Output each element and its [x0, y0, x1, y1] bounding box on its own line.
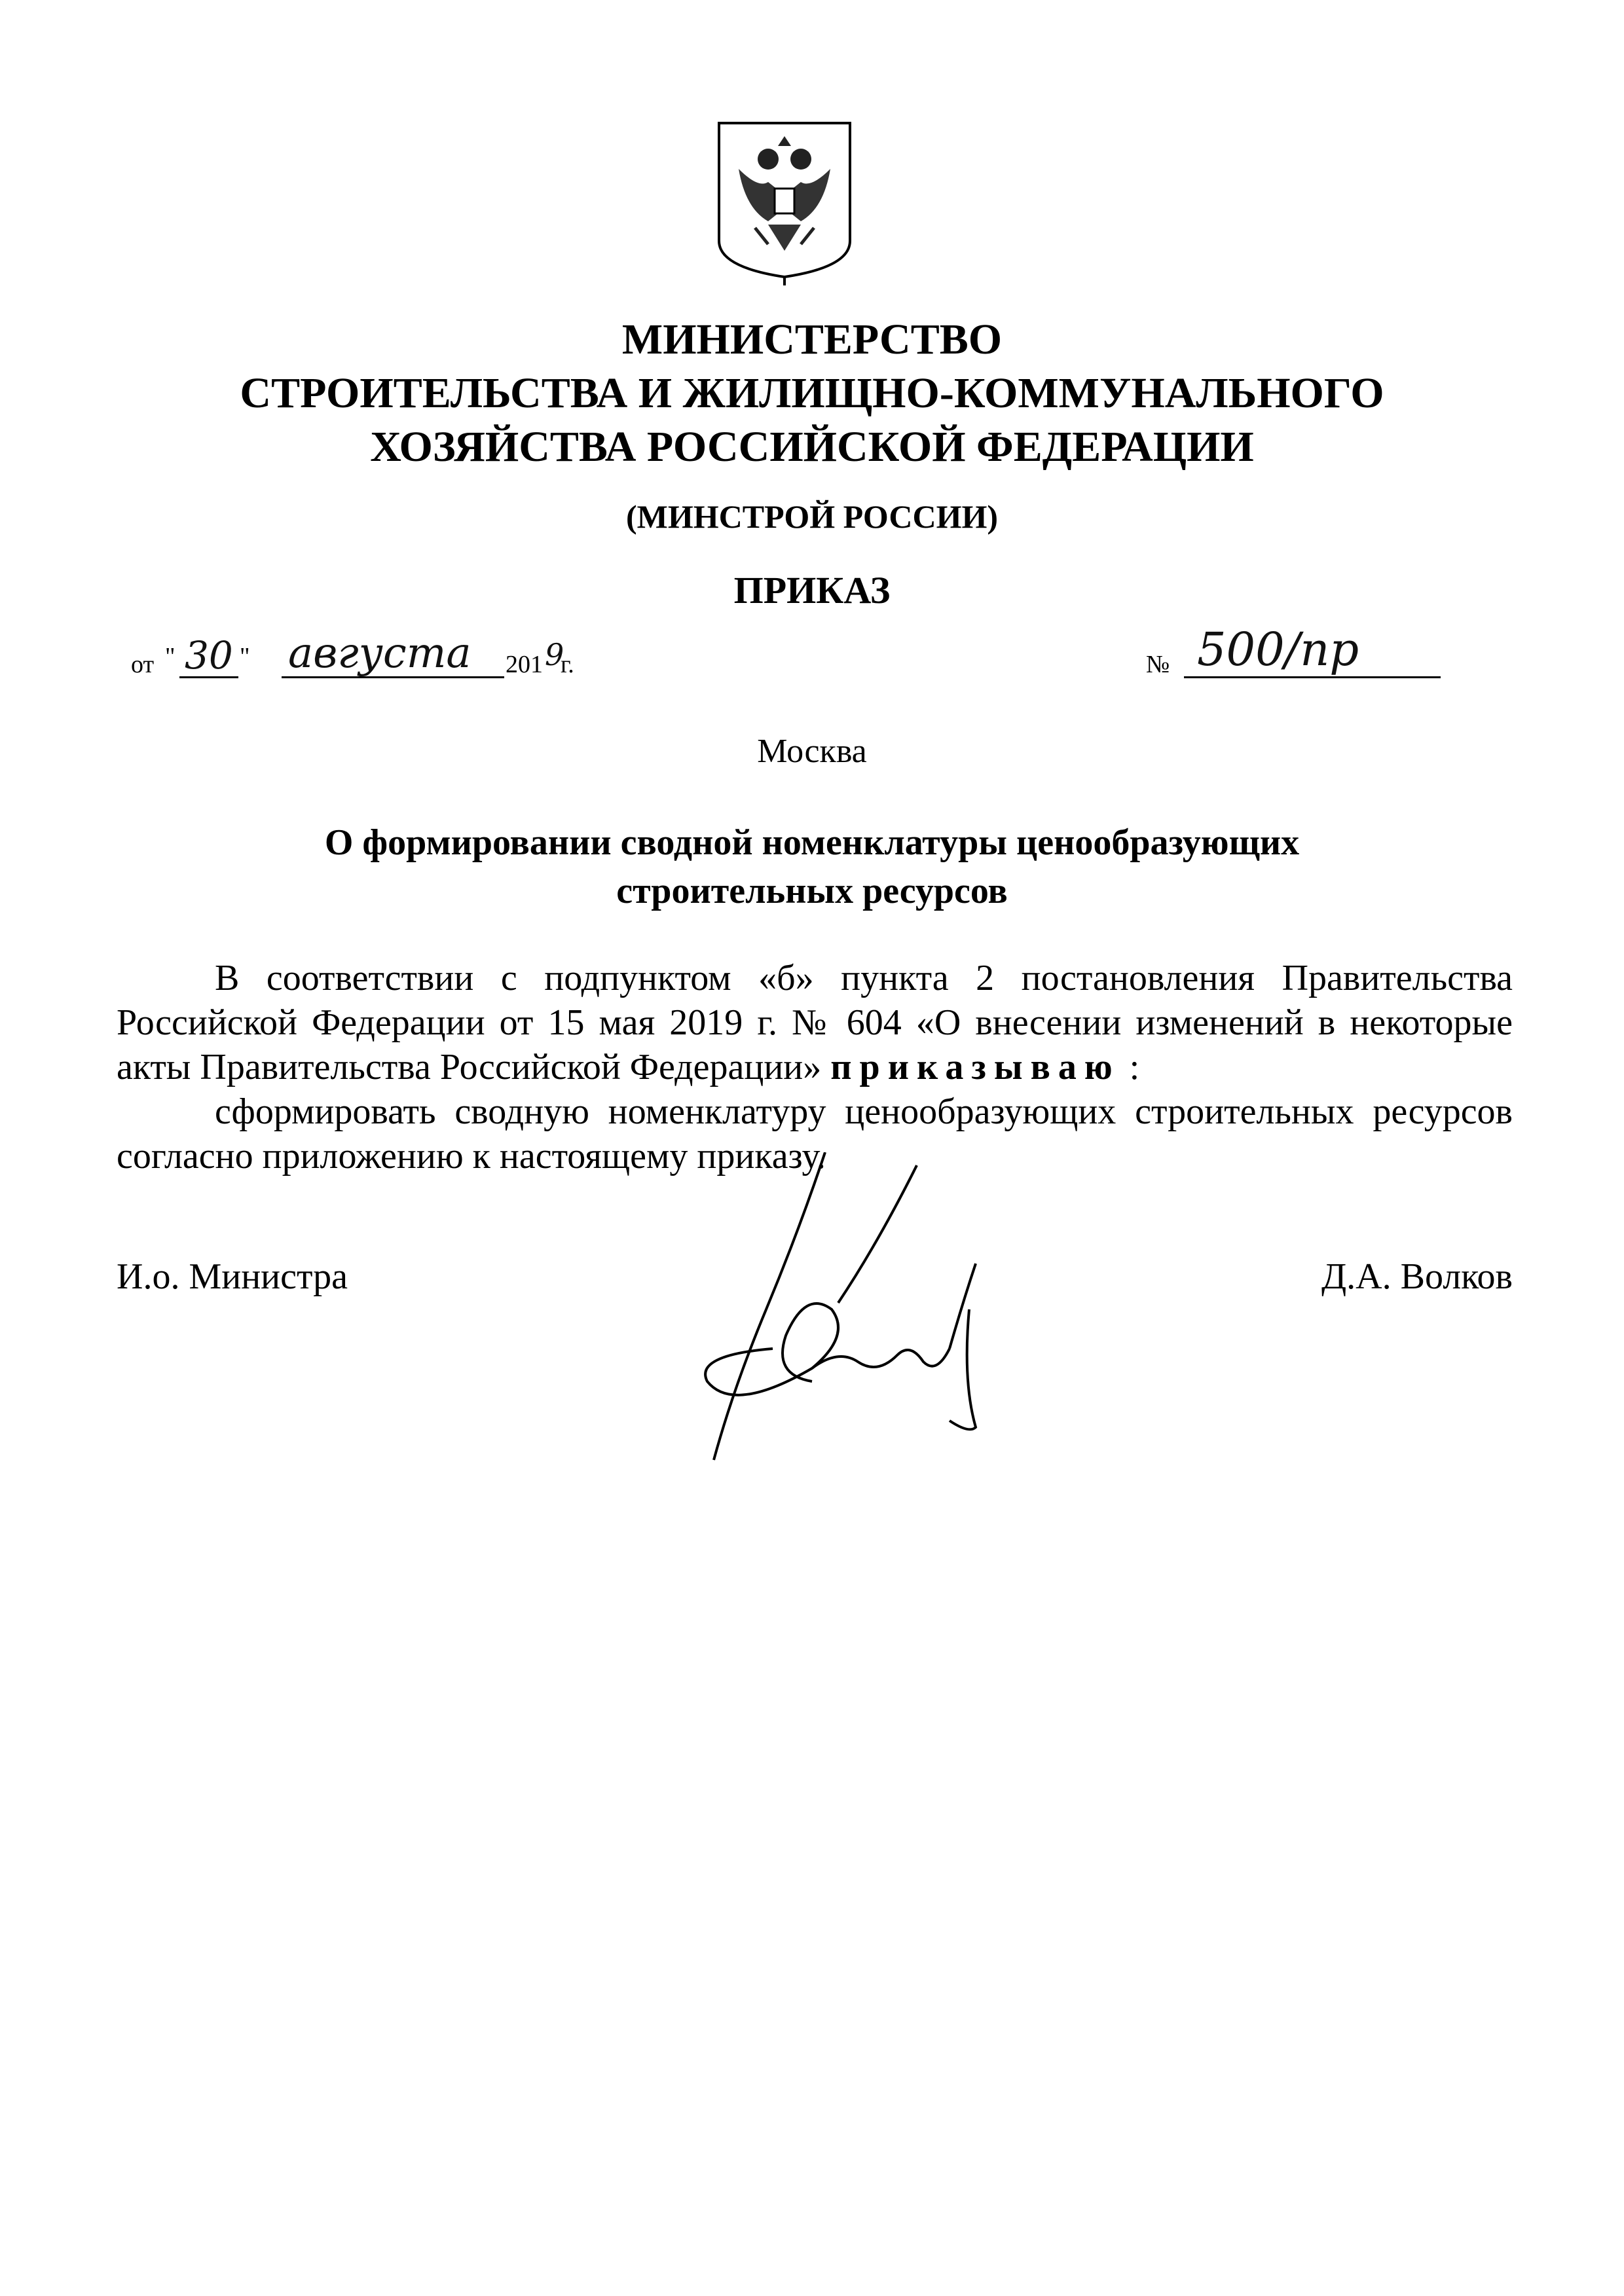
order-number-prefix: № — [1146, 651, 1170, 678]
date-day: 30 — [185, 633, 233, 678]
subject-line-2: строительных ресурсов — [616, 871, 1008, 911]
date-prefix: от — [131, 651, 155, 678]
date-line — [131, 629, 629, 691]
date-day-rule — [179, 676, 238, 678]
signatory-role: И.о. Министра — [117, 1256, 348, 1297]
date-year-digit: 9 — [545, 637, 564, 672]
date-month-rule — [282, 676, 504, 678]
ministry-abbreviation: (МИНСТРОЙ РОССИИ) — [625, 498, 999, 535]
subject-line-1: О формировании сводной номенклатуры ценообразующих — [324, 822, 1300, 863]
order-number-line — [1146, 623, 1441, 691]
order-word: приказываю — [830, 1047, 1120, 1087]
ministry-line-3: ХОЗЯЙСТВА РОССИЙСКОЙ ФЕДЕРАЦИИ — [370, 423, 1254, 471]
date-month: августа — [288, 629, 471, 678]
date-year-prefix: 201 — [506, 651, 543, 678]
order-number-rule — [1184, 676, 1441, 678]
coat-of-arms-emblem — [706, 110, 863, 287]
preamble-paragraph — [117, 956, 1513, 1089]
order-colon: : — [1129, 1047, 1140, 1087]
date-quote-open: " — [165, 643, 175, 670]
date-quote-close: " — [240, 643, 250, 670]
ministry-line-2: СТРОИТЕЛЬСТВА И ЖИЛИЩНО-КОММУНАЛЬНОГО — [240, 369, 1384, 417]
directive-text: сформировать сводную номенклатуру ценообразующих строительных ресурсов согласно приложению к настоящему приказу. — [117, 1091, 1513, 1176]
ministry-name — [0, 313, 1624, 474]
date-year-suffix: г. — [561, 651, 574, 678]
order-subject — [0, 818, 1624, 915]
ministry-line-1: МИНИСТЕРСТВО — [621, 316, 1003, 363]
document-type: ПРИКАЗ — [733, 569, 891, 611]
signatory-name: Д.А. Волков — [1321, 1256, 1513, 1297]
city: Москва — [757, 733, 867, 770]
preamble-text: В соответствии с подпунктом «б» пункта 2 постановления Правительства Российской Федерации от 15 мая 2019 г. № 604 «О внесении изменений в некоторые акты Правительства Российской Федерации» — [117, 958, 1513, 1087]
order-number-value: 500/пр — [1197, 623, 1359, 676]
handwritten-signature — [681, 1152, 1035, 1499]
